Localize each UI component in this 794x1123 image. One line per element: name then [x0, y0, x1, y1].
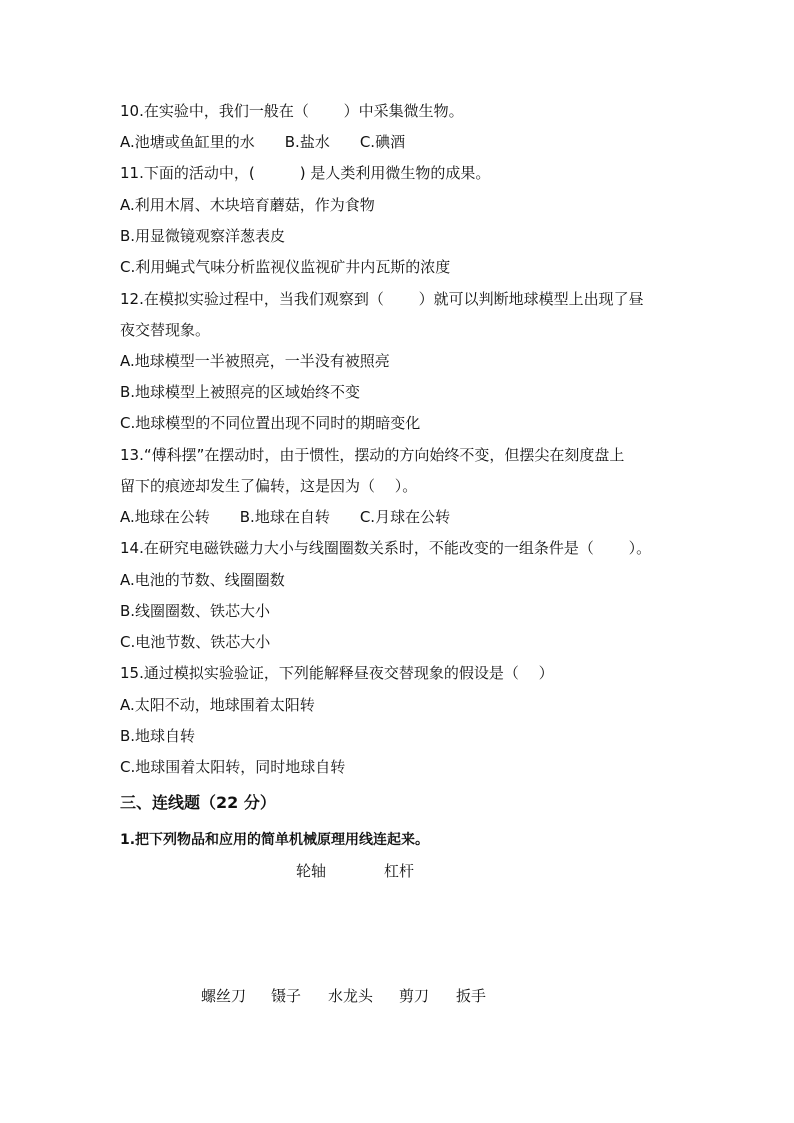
item-screwdriver: 螺丝刀	[201, 987, 247, 1005]
question-15-option-a: A.太阳不动，地球围着太阳转	[120, 696, 315, 714]
question-15-option-b: B.地球自转	[120, 727, 196, 745]
question-12-option-a: A.地球模型一半被照亮，一半没有被照亮	[120, 352, 390, 370]
question-11-option-a: A.利用木屑、木块培育蘑菇，作为食物	[120, 196, 375, 214]
item-scissors: 剪刀	[399, 987, 430, 1005]
section-title: 三、连线题（22 分）	[120, 793, 276, 812]
question-12-option-c: C.地球模型的不同位置出现不同时的期暗变化	[120, 414, 421, 432]
item-faucet: 水龙头	[328, 987, 374, 1005]
question-11-option-c: C.利用蝇式气味分析监视仪监视矿井内瓦斯的浓度	[120, 258, 451, 276]
question-12-stem-line-1: 12.在模拟实验过程中，当我们观察到（ ）就可以判断地球模型上出现了昼	[120, 290, 644, 308]
question-13-stem-line-1: 13.“傅科摆”在摆动时，由于惯性，摆动的方向始终不变，但摆尖在刻度盘上	[120, 446, 625, 464]
question-14-stem: 14.在研究电磁铁磁力大小与线圈圈数关系时，不能改变的一组条件是（ ）。	[120, 539, 652, 557]
question-10-stem: 10.在实验中，我们一般在（ ）中采集微生物。	[120, 102, 464, 120]
item-wrench: 扳手	[456, 987, 487, 1005]
item-tweezers: 镊子	[271, 987, 302, 1005]
question-14-option-a: A.电池的节数、线圈圈数	[120, 571, 285, 589]
question-12-stem-line-2: 夜交替现象。	[120, 321, 211, 339]
principle-wheel-axle: 轮轴	[296, 862, 327, 880]
question-15-stem: 15.通过模拟实验验证，下列能解释昼夜交替现象的假设是（ ）	[120, 664, 554, 682]
section-instruction: 1.把下列物品和应用的简单机械原理用线连起来。	[120, 832, 430, 848]
question-11-option-b: B.用显微镜观察洋葱表皮	[120, 227, 286, 245]
question-15-option-c: C.地球围着太阳转，同时地球自转	[120, 758, 346, 776]
question-14-option-b: B.线圈圈数、铁芯大小	[120, 602, 271, 620]
question-13-options: A.地球在公转 B.地球在自转 C.月球在公转	[120, 508, 451, 526]
principle-lever: 杠杆	[384, 862, 415, 880]
question-10-options: A.池塘或鱼缸里的水 B.盐水 C.碘酒	[120, 133, 406, 151]
question-11-stem: 11.下面的活动中，( ) 是人类利用微生物的成果。	[120, 164, 491, 182]
question-13-stem-line-2: 留下的痕迹却发生了偏转，这是因为（ ）。	[120, 477, 418, 495]
question-12-option-b: B.地球模型上被照亮的区域始终不变	[120, 383, 361, 401]
question-14-option-c: C.电池节数、铁芯大小	[120, 633, 271, 651]
